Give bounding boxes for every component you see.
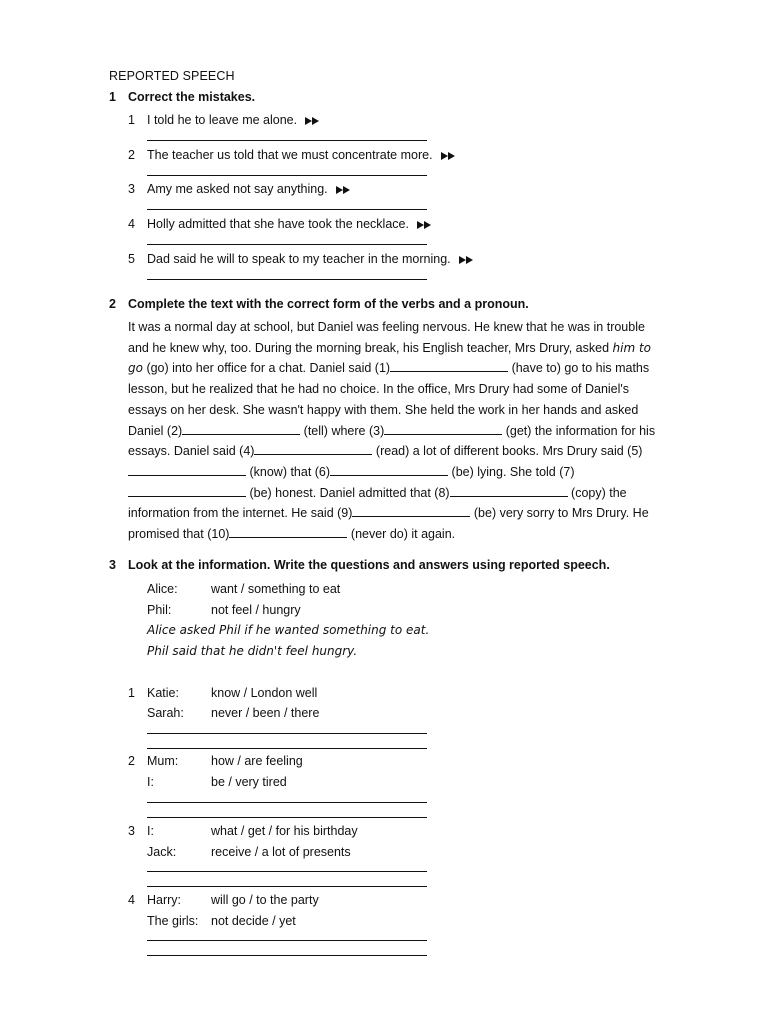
speaker-label: Mum: [147,754,179,768]
item-number: 4 [128,217,135,231]
section2-paragraph: It was a normal day at school, but Daniel was feeling nervous. He knew that he was in trouble and he knew why, too. During the morning break, his English teacher, Mrs Drury, asked him to go (go) into her office for a chat. Daniel said (1) (have to) go to his maths lesson, but he realized that he had no choice. In the office, Mrs Drury had some of Daniel's essays on her desk. She wasn't happy with them. She held the work in her hands and asked Daniel (2) (tell) where (3) (get) the information for his essays. Daniel said (4) (read) a lot of different books. Mrs Drury said (5) (know) that (6) (be) lying. She told (7) (be) honest. Daniel admitted that (8) (copy) the information from the internet. He said (9) (be) very sorry to Mrs Drury. He promised that (10) (never do) it again. [128,320,656,542]
speaker-label: I: [147,775,154,789]
item-number: 1 [128,686,135,700]
gap-9[interactable] [352,505,470,517]
speaker-label: Sarah: [147,706,184,720]
prompt-text: know / London well [211,686,318,700]
answer-line[interactable] [147,748,427,749]
prompt-text: what / get / for his birthday [211,824,358,838]
prompt-text: never / been / there [211,706,320,720]
item-text: I told he to leave me alone. [147,113,321,127]
section1-heading: Correct the mistakes. [128,90,256,104]
section3-heading: Look at the information. Write the questions and answers using reported speech. [128,558,610,572]
speaker-label: Katie: [147,686,179,700]
item-number: 2 [128,754,135,768]
prompt-text: will go / to the party [211,893,319,907]
answer-line[interactable] [147,279,427,280]
item-number: 4 [128,893,135,907]
gap-3[interactable] [384,423,502,435]
answer-line[interactable] [147,209,427,210]
gap-8[interactable] [450,485,568,497]
item-number: 2 [128,148,135,162]
section3-number: 3 [109,558,116,572]
section2-heading: Complete the text with the correct form of the verbs and a pronoun. [128,297,529,311]
item-number: 1 [128,113,135,127]
section1-number: 1 [109,90,116,104]
speaker-label: Phil: [147,603,172,617]
page-title: REPORTED SPEECH [109,69,235,83]
prompt-text: not decide / yet [211,914,296,928]
gap-5[interactable] [128,464,246,476]
gap-6[interactable] [330,464,448,476]
prompt-text: want / something to eat [211,582,341,596]
speaker-label: I: [147,824,154,838]
example-answer: Phil said that he didn't feel hungry. [147,644,358,658]
listen-arrow-icon [441,152,457,160]
prompt-text: how / are feeling [211,754,303,768]
gap-10[interactable] [229,526,347,538]
listen-arrow-icon [417,221,433,229]
example-answer: Alice asked Phil if he wanted something to eat. [147,623,430,637]
listen-arrow-icon [305,117,321,125]
answer-line[interactable] [147,955,427,956]
speaker-label: Harry: [147,893,182,907]
prompt-text: receive / a lot of presents [211,845,351,859]
item-text: Holly admitted that she have took the necklace. [147,217,433,231]
prompt-text: not feel / hungry [211,603,301,617]
item-text: The teacher us told that we must concentrate more. [147,148,457,162]
gap-4[interactable] [254,443,372,455]
example-answer: him to go [128,340,651,376]
gap-7[interactable] [128,485,246,497]
speaker-label: The girls: [147,914,199,928]
section2-number: 2 [109,297,116,311]
item-number: 3 [128,824,135,838]
answer-line[interactable] [147,871,427,872]
answer-line[interactable] [147,244,427,245]
prompt-text: be / very tired [211,775,287,789]
answer-line[interactable] [147,175,427,176]
speaker-label: Jack: [147,845,177,859]
item-number: 3 [128,182,135,196]
answer-line[interactable] [147,140,427,141]
answer-line[interactable] [147,817,427,818]
gap-2[interactable] [182,423,300,435]
speaker-label: Alice: [147,582,178,596]
item-text: Dad said he will to speak to my teacher in the morning. [147,252,475,266]
listen-arrow-icon [459,256,475,264]
listen-arrow-icon [336,186,352,194]
item-number: 5 [128,252,135,266]
answer-line[interactable] [147,886,427,887]
answer-line[interactable] [147,802,427,803]
answer-line[interactable] [147,733,427,734]
gap-1[interactable] [390,360,508,372]
answer-line[interactable] [147,940,427,941]
item-text: Amy me asked not say anything. [147,182,352,196]
